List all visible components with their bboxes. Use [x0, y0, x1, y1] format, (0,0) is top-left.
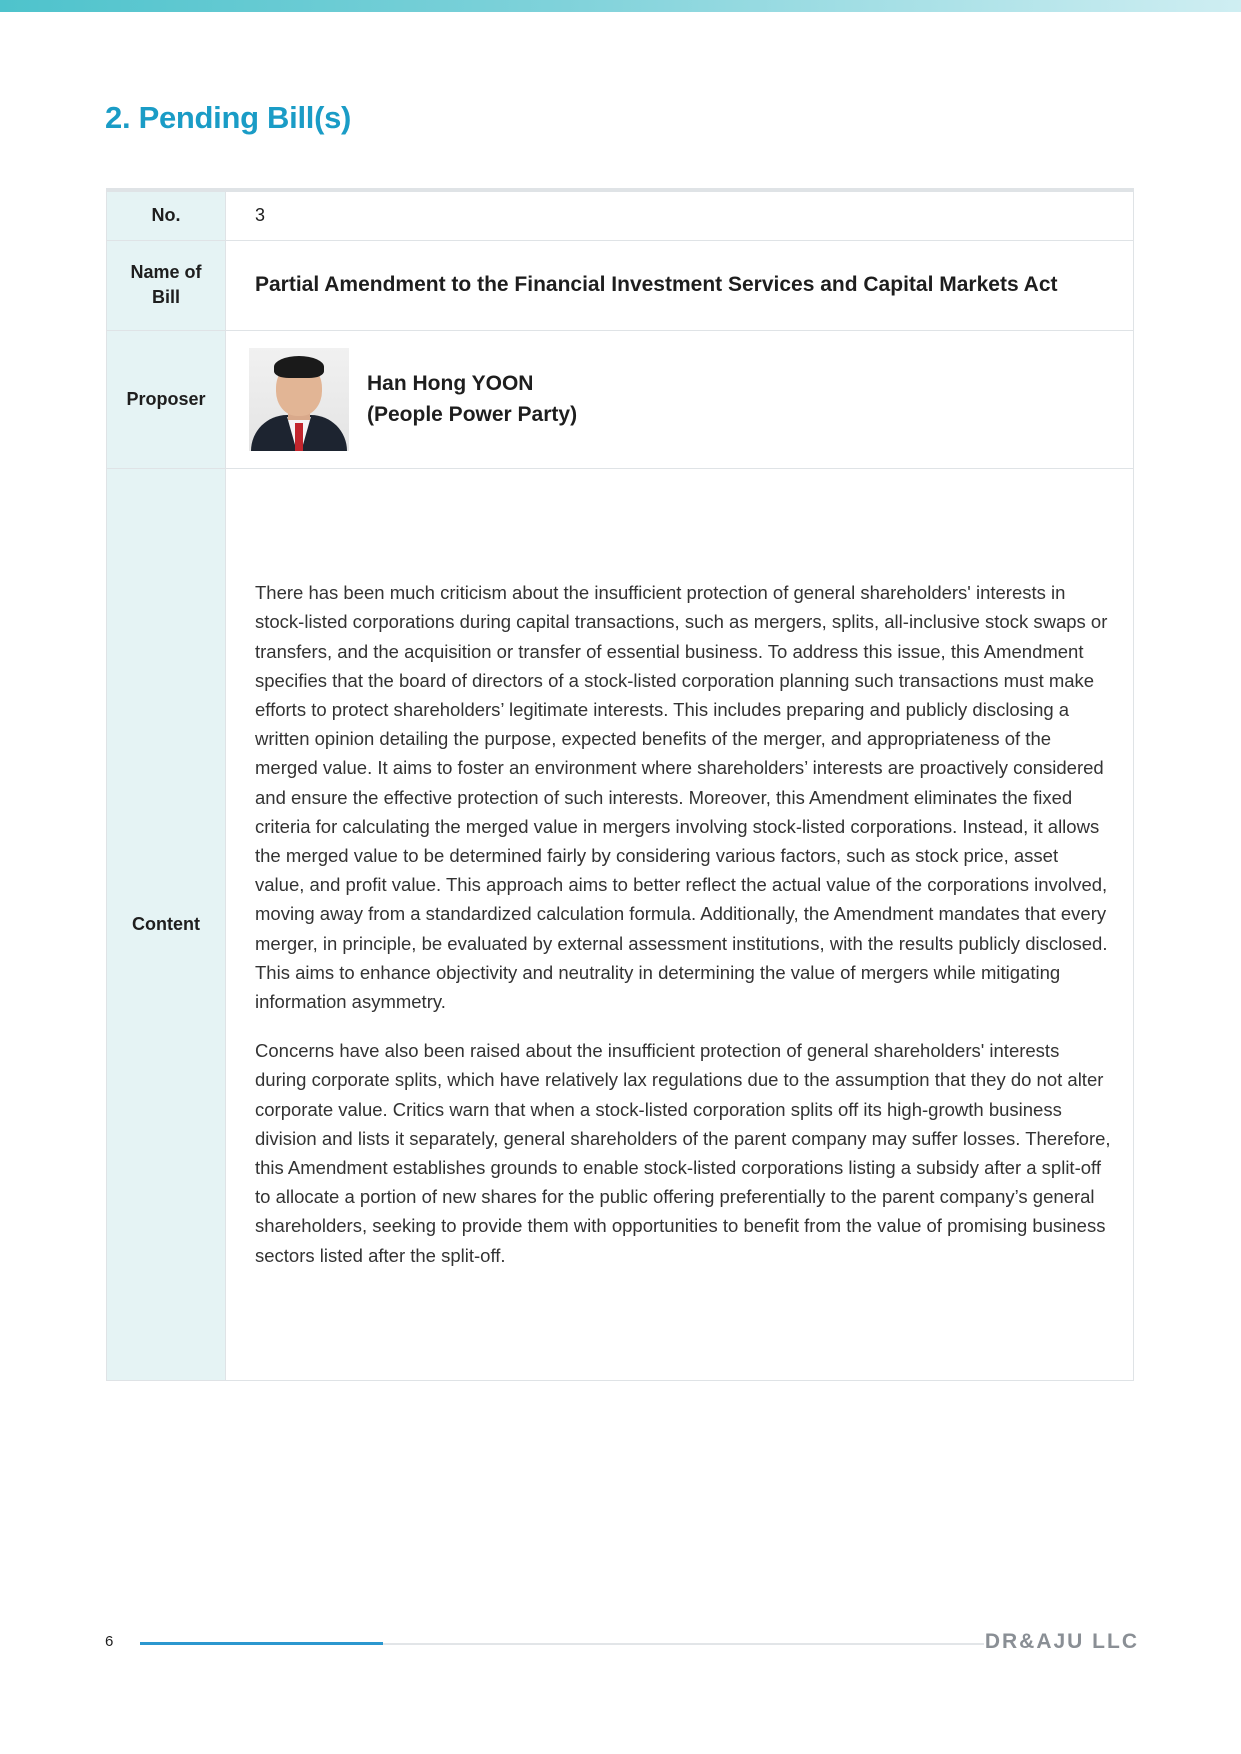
photo-tie [295, 423, 303, 451]
proposer-party: (People Power Party) [367, 403, 578, 426]
bill-name-label [107, 240, 226, 330]
proposer-cell [226, 330, 1134, 468]
page-number: 6 [105, 1633, 114, 1650]
content-label: Content [107, 468, 226, 1380]
photo-hair [274, 356, 324, 378]
content-paragraph: There has been much criticism about the insufficient protection of general shareholders' interests in stock-listed corporations during capital transactions, such as mergers, splits, all-inclusive stock swaps or transfers, and the acquisition or transfer of essential business. To address this issue, this Amendment specifies that the board of directors of a stock-listed corporation planning such transactions must make efforts to protect shareholders’ legitimate interests. This includes preparing and publicly disclosing a written opinion detailing the purpose, expected benefits of the merger, and appropriateness of the merged value. It aims to foster an environment where shareholders’ interests are proactively considered and ensure the effective protection of such interests. Moreover, this Amendment eliminates the fixed criteria for calculating the merged value in mergers involving stock-listed corporations. Instead, it allows the merged value to be determined fairly by considering various factors, such as stock price, asset value, and profit value. This approach aims to better reflect the actual value of the corporations involved, moving away from a standardized calculation formula. Additionally, the Amendment mandates that every merger, in principle, be evaluated by external assessment institutions, with the results publicly disclosed. This aims to enhance objectivity and neutrality in determining the value of mergers while mitigating information asymmetry. [255, 582, 1108, 1012]
proposer-info [249, 348, 1111, 451]
proposer-text [367, 368, 577, 430]
row-proposer [107, 330, 1134, 468]
brand-logo: DR&AJU LLC [984, 1630, 1139, 1653]
proposer-label: Proposer [107, 330, 226, 468]
number-value: 3 [226, 190, 1134, 240]
proposer-photo [249, 348, 349, 451]
bill-name-label-text: Name of Bill [130, 262, 202, 307]
row-number [107, 190, 1134, 240]
row-content [107, 468, 1134, 1380]
bill-name-value: Partial Amendment to the Financial Investment Services and Capital Markets Act [255, 273, 1058, 296]
footer-progress-rule [140, 1642, 383, 1645]
bill-name-cell [226, 240, 1134, 330]
content-cell [226, 468, 1134, 1380]
bill-table [106, 188, 1134, 1381]
section-title: 2. Pending Bill(s) [105, 100, 352, 135]
content-paragraph: Concerns have also been raised about the insufficient protection of general shareholders' interests during corporate splits, which have relatively lax regulations due to the assumption that they do not alter corporate value. Critics warn that when a stock-listed corporation splits off its high-growth business division and lists it separately, general shareholders of the parent company may suffer losses. Therefore, this Amendment establishes grounds to enable stock-listed corporations listing a subsidy after a split-off to allocate a portion of new shares for the public offering preferentially to the parent company’s general shareholders, seeking to provide them with opportunities to benefit from the value of promising business sectors listed after the split-off. [255, 1040, 1111, 1266]
proposer-name: Han Hong YOON [367, 372, 534, 395]
top-accent-bar [0, 0, 1241, 12]
number-label: No. [107, 190, 226, 240]
row-bill-name [107, 240, 1134, 330]
